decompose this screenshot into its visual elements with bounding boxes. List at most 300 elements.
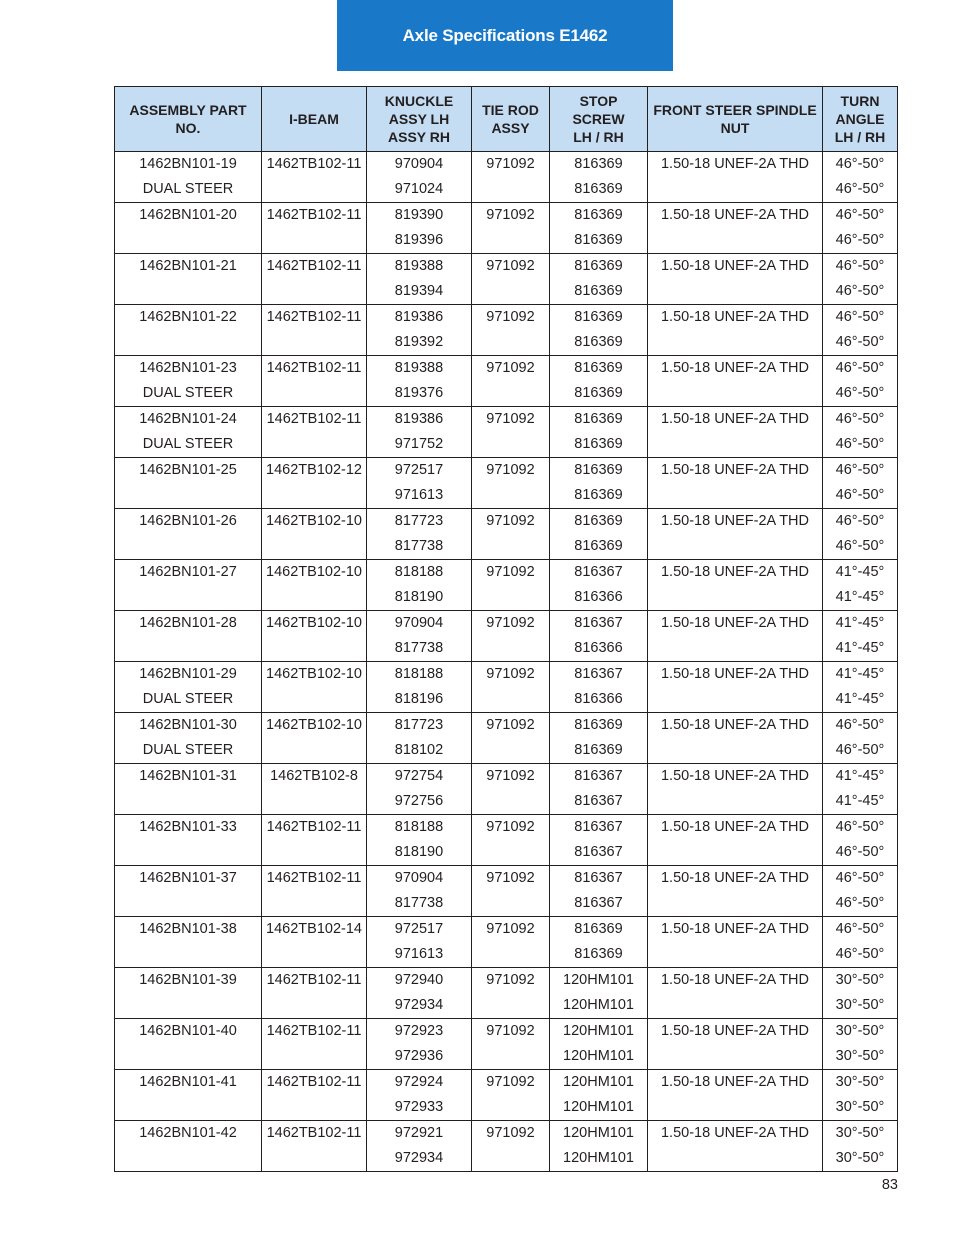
i-beam-value: 1462TB102-11: [266, 1125, 362, 1141]
assembly-part-number: 1462BN101-30: [139, 717, 237, 733]
i-beam-value: 1462TB102-11: [266, 309, 362, 325]
assembly-note: [119, 534, 257, 559]
spindle-nut-value: 1.50-18 UNEF-2A THD: [660, 309, 809, 325]
turn-angle-rh-value: 30°-50°: [835, 1048, 885, 1064]
assembly-note: DUAL STEER: [142, 436, 234, 452]
spindle-nut-value: 1.50-18 UNEF-2A THD: [660, 1023, 809, 1039]
cell-tie-rod-assy: [472, 611, 550, 662]
stop-screw-lh-value: 816369: [574, 921, 623, 937]
cell-spindle-nut: [648, 815, 823, 866]
cell-knuckle-assy: [367, 305, 472, 356]
cell-knuckle-assy: [367, 152, 472, 203]
table-row: [115, 1121, 898, 1172]
assembly-note: [119, 330, 257, 355]
i-beam-value: 1462TB102-12: [266, 462, 362, 478]
cell-stop-screw: [550, 509, 648, 560]
i-beam-value: 1462TB102-10: [266, 564, 362, 580]
cell-spindle-nut: [648, 1121, 823, 1172]
knuckle-lh-value: 970904: [394, 870, 444, 886]
table-row: [115, 560, 898, 611]
header-tie-rod-assy: TIE ROD ASSY: [472, 87, 550, 152]
stop-screw-rh-value: 120HM101: [563, 1099, 634, 1115]
stop-screw-rh-value: 120HM101: [563, 1048, 634, 1064]
knuckle-lh-value: 972923: [394, 1023, 444, 1039]
turn-angle-rh-value: 46°-50°: [835, 436, 885, 452]
knuckle-lh-value: 972754: [394, 768, 444, 784]
stop-screw-rh-value: 816369: [574, 181, 623, 197]
knuckle-rh-value: 819376: [394, 385, 444, 401]
cell-tie-rod-assy: [472, 203, 550, 254]
header-assembly-part-no: ASSEMBLY PART NO.: [115, 87, 262, 152]
cell-assembly-part-no: [115, 458, 262, 509]
assembly-note: [119, 279, 257, 304]
tie-rod-value: 971092: [486, 156, 535, 172]
cell-turn-angle: [823, 305, 898, 356]
cell-i-beam: [262, 1019, 367, 1070]
cell-i-beam: [262, 662, 367, 713]
cell-i-beam: [262, 407, 367, 458]
cell-tie-rod-assy: [472, 305, 550, 356]
tie-rod-value: 971092: [486, 1125, 535, 1141]
knuckle-lh-value: 819388: [394, 258, 444, 274]
knuckle-lh-value: 817723: [394, 717, 444, 733]
page-title-banner: [337, 0, 673, 71]
i-beam-value: 1462TB102-11: [266, 207, 362, 223]
cell-i-beam: [262, 356, 367, 407]
assembly-note: [119, 993, 257, 1018]
assembly-part-number: 1462BN101-26: [139, 513, 237, 529]
cell-assembly-part-no: [115, 152, 262, 203]
i-beam-value: 1462TB102-11: [266, 870, 362, 886]
knuckle-lh-value: 972517: [394, 921, 444, 937]
page-number: 83: [881, 1177, 898, 1193]
cell-turn-angle: [823, 1070, 898, 1121]
stop-screw-lh-value: 816367: [574, 819, 623, 835]
cell-turn-angle: [823, 764, 898, 815]
cell-knuckle-assy: [367, 611, 472, 662]
stop-screw-rh-value: 816369: [574, 334, 623, 350]
assembly-part-number: 1462BN101-25: [139, 462, 237, 478]
assembly-part-number: 1462BN101-28: [139, 615, 237, 631]
turn-angle-lh-value: 30°-50°: [835, 1074, 885, 1090]
stop-screw-lh-value: 816369: [574, 411, 623, 427]
stop-screw-lh-value: 120HM101: [563, 1074, 634, 1090]
spindle-nut-value: 1.50-18 UNEF-2A THD: [660, 258, 809, 274]
cell-i-beam: [262, 458, 367, 509]
stop-screw-lh-value: 120HM101: [563, 972, 634, 988]
spindle-nut-value: 1.50-18 UNEF-2A THD: [660, 360, 809, 376]
turn-angle-lh-value: 46°-50°: [835, 258, 885, 274]
knuckle-lh-value: 817723: [394, 513, 444, 529]
knuckle-lh-value: 819386: [394, 309, 444, 325]
turn-angle-lh-value: 46°-50°: [835, 462, 885, 478]
turn-angle-rh-value: 46°-50°: [835, 946, 885, 962]
knuckle-rh-value: 972936: [394, 1048, 444, 1064]
turn-angle-lh-value: 41°-45°: [835, 564, 885, 580]
cell-spindle-nut: [648, 356, 823, 407]
cell-tie-rod-assy: [472, 152, 550, 203]
assembly-note: [119, 942, 257, 967]
table-row: [115, 662, 898, 713]
cell-i-beam: [262, 611, 367, 662]
stop-screw-rh-value: 816366: [574, 640, 623, 656]
cell-spindle-nut: [648, 968, 823, 1019]
knuckle-lh-value: 819388: [394, 360, 444, 376]
knuckle-lh-value: 972940: [394, 972, 444, 988]
cell-turn-angle: [823, 203, 898, 254]
cell-spindle-nut: [648, 458, 823, 509]
knuckle-rh-value: 817738: [394, 895, 444, 911]
cell-turn-angle: [823, 356, 898, 407]
header-knuckle-assy: KNUCKLE ASSY LH ASSY RH: [367, 87, 472, 152]
cell-knuckle-assy: [367, 713, 472, 764]
i-beam-value: 1462TB102-11: [266, 411, 362, 427]
stop-screw-lh-value: 816367: [574, 564, 623, 580]
assembly-note: [119, 789, 257, 814]
stop-screw-rh-value: 816369: [574, 385, 623, 401]
turn-angle-lh-value: 30°-50°: [835, 1125, 885, 1141]
assembly-part-number: 1462BN101-21: [139, 258, 237, 274]
cell-stop-screw: [550, 407, 648, 458]
tie-rod-value: 971092: [486, 309, 535, 325]
assembly-part-number: 1462BN101-22: [139, 309, 237, 325]
knuckle-lh-value: 972517: [394, 462, 444, 478]
turn-angle-rh-value: 30°-50°: [835, 1150, 885, 1166]
cell-knuckle-assy: [367, 458, 472, 509]
stop-screw-lh-value: 816367: [574, 666, 623, 682]
knuckle-rh-value: 971752: [394, 436, 444, 452]
turn-angle-lh-value: 41°-45°: [835, 615, 885, 631]
cell-tie-rod-assy: [472, 713, 550, 764]
header-front-steer-spindle-nut: FRONT STEER SPINDLE NUT: [648, 87, 823, 152]
cell-spindle-nut: [648, 611, 823, 662]
assembly-note: [119, 1044, 257, 1069]
stop-screw-rh-value: 816367: [574, 844, 623, 860]
cell-assembly-part-no: [115, 917, 262, 968]
turn-angle-rh-value: 30°-50°: [835, 997, 885, 1013]
cell-assembly-part-no: [115, 764, 262, 815]
table-row: [115, 764, 898, 815]
cell-stop-screw: [550, 203, 648, 254]
cell-spindle-nut: [648, 866, 823, 917]
knuckle-lh-value: 972921: [394, 1125, 444, 1141]
cell-i-beam: [262, 509, 367, 560]
stop-screw-rh-value: 816366: [574, 691, 623, 707]
assembly-part-number: 1462BN101-33: [139, 819, 237, 835]
knuckle-rh-value: 971024: [394, 181, 444, 197]
stop-screw-lh-value: 816369: [574, 360, 623, 376]
turn-angle-rh-value: 46°-50°: [835, 181, 885, 197]
knuckle-lh-value: 818188: [394, 666, 444, 682]
cell-spindle-nut: [648, 764, 823, 815]
cell-stop-screw: [550, 764, 648, 815]
stop-screw-lh-value: 816367: [574, 870, 623, 886]
i-beam-value: 1462TB102-11: [266, 360, 362, 376]
table-row: [115, 1019, 898, 1070]
stop-screw-lh-value: 816369: [574, 462, 623, 478]
turn-angle-lh-value: 46°-50°: [835, 156, 885, 172]
table-row: [115, 305, 898, 356]
cell-turn-angle: [823, 509, 898, 560]
knuckle-rh-value: 818190: [394, 844, 444, 860]
knuckle-rh-value: 818190: [394, 589, 444, 605]
cell-spindle-nut: [648, 152, 823, 203]
turn-angle-rh-value: 46°-50°: [835, 742, 885, 758]
i-beam-value: 1462TB102-8: [270, 768, 358, 784]
i-beam-value: 1462TB102-14: [266, 921, 362, 937]
knuckle-rh-value: 972756: [394, 793, 444, 809]
stop-screw-lh-value: 816369: [574, 156, 623, 172]
stop-screw-rh-value: 816366: [574, 589, 623, 605]
table-row: [115, 968, 898, 1019]
tie-rod-value: 971092: [486, 411, 535, 427]
cell-i-beam: [262, 254, 367, 305]
knuckle-lh-value: 972924: [394, 1074, 444, 1090]
header-stop-screw: STOP SCREW LH / RH: [550, 87, 648, 152]
cell-turn-angle: [823, 866, 898, 917]
knuckle-rh-value: 972934: [394, 997, 444, 1013]
assembly-note: [119, 840, 257, 865]
stop-screw-rh-value: 120HM101: [563, 997, 634, 1013]
cell-stop-screw: [550, 1019, 648, 1070]
table-body: [115, 152, 898, 1172]
stop-screw-lh-value: 816367: [574, 768, 623, 784]
cell-turn-angle: [823, 560, 898, 611]
turn-angle-rh-value: 41°-45°: [835, 640, 885, 656]
knuckle-rh-value: 817738: [394, 538, 444, 554]
cell-tie-rod-assy: [472, 560, 550, 611]
spindle-nut-value: 1.50-18 UNEF-2A THD: [660, 768, 809, 784]
assembly-part-number: 1462BN101-37: [139, 870, 237, 886]
i-beam-value: 1462TB102-11: [266, 156, 362, 172]
spindle-nut-value: 1.50-18 UNEF-2A THD: [660, 411, 809, 427]
cell-turn-angle: [823, 968, 898, 1019]
cell-tie-rod-assy: [472, 407, 550, 458]
cell-spindle-nut: [648, 1070, 823, 1121]
spindle-nut-value: 1.50-18 UNEF-2A THD: [660, 615, 809, 631]
cell-assembly-part-no: [115, 254, 262, 305]
knuckle-lh-value: 818188: [394, 819, 444, 835]
cell-knuckle-assy: [367, 1070, 472, 1121]
cell-turn-angle: [823, 1019, 898, 1070]
cell-knuckle-assy: [367, 203, 472, 254]
tie-rod-value: 971092: [486, 768, 535, 784]
tie-rod-value: 971092: [486, 1023, 535, 1039]
i-beam-value: 1462TB102-11: [266, 1074, 362, 1090]
stop-screw-lh-value: 816369: [574, 207, 623, 223]
cell-assembly-part-no: [115, 968, 262, 1019]
cell-tie-rod-assy: [472, 662, 550, 713]
cell-i-beam: [262, 203, 367, 254]
cell-assembly-part-no: [115, 611, 262, 662]
cell-assembly-part-no: [115, 662, 262, 713]
cell-spindle-nut: [648, 917, 823, 968]
assembly-note: [119, 636, 257, 661]
cell-stop-screw: [550, 611, 648, 662]
turn-angle-rh-value: 46°-50°: [835, 334, 885, 350]
cell-stop-screw: [550, 1070, 648, 1121]
stop-screw-rh-value: 816367: [574, 895, 623, 911]
turn-angle-rh-value: 46°-50°: [835, 895, 885, 911]
tie-rod-value: 971092: [486, 1074, 535, 1090]
spindle-nut-value: 1.50-18 UNEF-2A THD: [660, 972, 809, 988]
turn-angle-rh-value: 46°-50°: [835, 232, 885, 248]
knuckle-lh-value: 819386: [394, 411, 444, 427]
cell-stop-screw: [550, 458, 648, 509]
table-row: [115, 407, 898, 458]
cell-tie-rod-assy: [472, 509, 550, 560]
cell-assembly-part-no: [115, 1070, 262, 1121]
cell-knuckle-assy: [367, 968, 472, 1019]
cell-spindle-nut: [648, 662, 823, 713]
knuckle-rh-value: 971613: [394, 487, 444, 503]
cell-spindle-nut: [648, 713, 823, 764]
cell-i-beam: [262, 152, 367, 203]
tie-rod-value: 971092: [486, 258, 535, 274]
cell-stop-screw: [550, 1121, 648, 1172]
cell-i-beam: [262, 1121, 367, 1172]
cell-i-beam: [262, 968, 367, 1019]
assembly-note: [119, 585, 257, 610]
stop-screw-lh-value: 816367: [574, 615, 623, 631]
turn-angle-rh-value: 41°-45°: [835, 691, 885, 707]
cell-i-beam: [262, 1070, 367, 1121]
knuckle-rh-value: 972933: [394, 1099, 444, 1115]
cell-tie-rod-assy: [472, 764, 550, 815]
knuckle-rh-value: 819392: [394, 334, 444, 350]
stop-screw-rh-value: 816369: [574, 436, 623, 452]
cell-knuckle-assy: [367, 1019, 472, 1070]
cell-assembly-part-no: [115, 305, 262, 356]
cell-tie-rod-assy: [472, 1070, 550, 1121]
knuckle-lh-value: 818188: [394, 564, 444, 580]
turn-angle-rh-value: 46°-50°: [835, 487, 885, 503]
stop-screw-lh-value: 816369: [574, 513, 623, 529]
assembly-part-number: 1462BN101-23: [139, 360, 237, 376]
tie-rod-value: 971092: [486, 717, 535, 733]
cell-stop-screw: [550, 254, 648, 305]
cell-tie-rod-assy: [472, 917, 550, 968]
cell-stop-screw: [550, 560, 648, 611]
cell-knuckle-assy: [367, 917, 472, 968]
cell-spindle-nut: [648, 560, 823, 611]
spindle-nut-value: 1.50-18 UNEF-2A THD: [660, 156, 809, 172]
turn-angle-lh-value: 41°-45°: [835, 768, 885, 784]
cell-tie-rod-assy: [472, 458, 550, 509]
i-beam-value: 1462TB102-11: [266, 972, 362, 988]
assembly-note: [119, 1146, 257, 1171]
turn-angle-lh-value: 46°-50°: [835, 411, 885, 427]
turn-angle-lh-value: 46°-50°: [835, 207, 885, 223]
cell-tie-rod-assy: [472, 254, 550, 305]
turn-angle-lh-value: 46°-50°: [835, 819, 885, 835]
turn-angle-lh-value: 30°-50°: [835, 972, 885, 988]
stop-screw-rh-value: 816369: [574, 232, 623, 248]
i-beam-value: 1462TB102-11: [266, 258, 362, 274]
assembly-part-number: 1462BN101-41: [139, 1074, 237, 1090]
cell-knuckle-assy: [367, 407, 472, 458]
turn-angle-lh-value: 46°-50°: [835, 360, 885, 376]
assembly-note: DUAL STEER: [142, 181, 234, 197]
knuckle-lh-value: 970904: [394, 156, 444, 172]
cell-i-beam: [262, 764, 367, 815]
turn-angle-lh-value: 46°-50°: [835, 921, 885, 937]
knuckle-rh-value: 818102: [394, 742, 444, 758]
cell-turn-angle: [823, 152, 898, 203]
i-beam-value: 1462TB102-10: [266, 513, 362, 529]
i-beam-value: 1462TB102-11: [266, 1023, 362, 1039]
tie-rod-value: 971092: [486, 207, 535, 223]
spindle-nut-value: 1.50-18 UNEF-2A THD: [660, 870, 809, 886]
turn-angle-rh-value: 46°-50°: [835, 538, 885, 554]
table-row: [115, 866, 898, 917]
cell-spindle-nut: [648, 1019, 823, 1070]
assembly-note: DUAL STEER: [142, 385, 234, 401]
assembly-note: [119, 1095, 257, 1120]
assembly-part-number: 1462BN101-38: [139, 921, 237, 937]
turn-angle-rh-value: 46°-50°: [835, 385, 885, 401]
assembly-note: DUAL STEER: [142, 742, 234, 758]
cell-stop-screw: [550, 662, 648, 713]
cell-stop-screw: [550, 866, 648, 917]
turn-angle-rh-value: 30°-50°: [835, 1099, 885, 1115]
axle-spec-table: [114, 86, 898, 1172]
stop-screw-rh-value: 816369: [574, 946, 623, 962]
assembly-part-number: 1462BN101-20: [139, 207, 237, 223]
stop-screw-lh-value: 816369: [574, 717, 623, 733]
cell-knuckle-assy: [367, 815, 472, 866]
cell-spindle-nut: [648, 407, 823, 458]
tie-rod-value: 971092: [486, 615, 535, 631]
table-row: [115, 203, 898, 254]
cell-knuckle-assy: [367, 509, 472, 560]
spindle-nut-value: 1.50-18 UNEF-2A THD: [660, 921, 809, 937]
cell-tie-rod-assy: [472, 1121, 550, 1172]
header-i-beam: I-BEAM: [262, 87, 367, 152]
cell-i-beam: [262, 815, 367, 866]
i-beam-value: 1462TB102-10: [266, 666, 362, 682]
table-row: [115, 815, 898, 866]
table-header-row: [115, 87, 898, 152]
knuckle-rh-value: 818196: [394, 691, 444, 707]
cell-assembly-part-no: [115, 815, 262, 866]
cell-stop-screw: [550, 713, 648, 764]
cell-knuckle-assy: [367, 356, 472, 407]
assembly-note: [119, 891, 257, 916]
cell-turn-angle: [823, 1121, 898, 1172]
table-row: [115, 458, 898, 509]
tie-rod-value: 971092: [486, 921, 535, 937]
assembly-part-number: 1462BN101-27: [139, 564, 237, 580]
cell-knuckle-assy: [367, 560, 472, 611]
cell-stop-screw: [550, 356, 648, 407]
spindle-nut-value: 1.50-18 UNEF-2A THD: [660, 717, 809, 733]
table-row: [115, 917, 898, 968]
cell-tie-rod-assy: [472, 356, 550, 407]
tie-rod-value: 971092: [486, 870, 535, 886]
stop-screw-lh-value: 816369: [574, 309, 623, 325]
table-row: [115, 713, 898, 764]
cell-knuckle-assy: [367, 764, 472, 815]
cell-assembly-part-no: [115, 203, 262, 254]
table-row: [115, 509, 898, 560]
cell-knuckle-assy: [367, 866, 472, 917]
i-beam-value: 1462TB102-11: [266, 819, 362, 835]
stop-screw-rh-value: 816369: [574, 538, 623, 554]
assembly-part-number: 1462BN101-39: [139, 972, 237, 988]
turn-angle-rh-value: 46°-50°: [835, 844, 885, 860]
spindle-nut-value: 1.50-18 UNEF-2A THD: [660, 1125, 809, 1141]
